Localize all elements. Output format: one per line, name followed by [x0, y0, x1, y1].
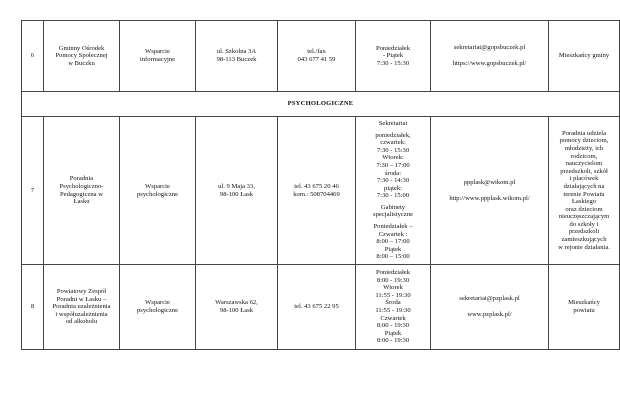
email-link[interactable]: sekretariat@gopsbuczek.pl	[453, 44, 526, 52]
text-line: 8:00 – 15:00	[376, 253, 410, 261]
contact	[431, 21, 549, 92]
institutions-table	[21, 20, 620, 350]
institution-name	[44, 21, 120, 92]
text-line: 8:00 - 19:30	[376, 337, 410, 345]
text-line: psychologiczne	[136, 307, 178, 314]
row-number: 6	[22, 21, 44, 92]
text-line: powiatu	[573, 307, 595, 314]
text-line: 8:00 - 19:30	[376, 276, 410, 284]
phone	[278, 21, 356, 92]
text-line: rodzicom,	[570, 152, 598, 160]
hours-secretariat-label	[358, 120, 428, 128]
text-line: kom.: 508704469	[293, 190, 340, 198]
text-line: nieuczęszczającym	[558, 213, 610, 221]
text-line: Łasku	[73, 198, 90, 206]
text-line: Poradnia	[69, 175, 94, 183]
text-line: ul. Szkolna 3A	[216, 48, 257, 56]
table-row	[22, 117, 620, 265]
text-line: Poniedziałek –	[373, 223, 413, 231]
text-line: terenie Powiatu	[563, 190, 605, 198]
text-line: - Piątek	[382, 52, 404, 60]
text-line: 7:30 - 15:30	[376, 59, 410, 67]
text-line: od alkoholu	[65, 318, 98, 326]
text-line: Wtorek	[383, 284, 403, 292]
recipients	[549, 117, 620, 265]
text-line: Gabinety	[380, 203, 406, 211]
email-link[interactable]: ppplask@wikom.pl	[463, 178, 516, 186]
text-line: młodzieży, ich	[564, 144, 604, 152]
institution-name	[44, 117, 120, 265]
text-line: przedszkoli, szkół	[560, 167, 608, 175]
text-line: Piątek	[384, 329, 402, 337]
text-line: Pomocy Społecznej	[55, 52, 108, 60]
section-title: PSYCHOLOGICZNE	[22, 92, 620, 117]
row-number: 8	[22, 265, 44, 350]
text-line: Wsparcie	[145, 48, 170, 56]
text-line: Sekretariat	[378, 119, 408, 127]
contact	[431, 265, 549, 350]
text-line: Mieszkańcy	[568, 299, 600, 307]
text-line: Poradni w Łasku –	[56, 295, 107, 303]
text-line: Psychologiczno-	[59, 182, 104, 190]
hours-cabinets	[358, 223, 428, 261]
text-line: działających na	[563, 182, 605, 190]
text-line: Mieszkańcy gminy	[558, 52, 610, 60]
support-type	[120, 265, 196, 350]
text-line: Poradnia uzależnienia	[52, 303, 111, 311]
text-line: Powiatowy Zespół	[56, 288, 107, 296]
text-line: poniedziałek,	[375, 131, 411, 139]
text-line: i placówek	[569, 175, 599, 183]
text-line: Wsparcie	[145, 299, 170, 307]
text-line: ul. 9 Maja 33,	[218, 182, 255, 190]
text-line: środa:	[384, 169, 402, 177]
text-line: Łaskiego	[571, 198, 597, 206]
email-link[interactable]: sekretariat@pzplask.pl	[459, 295, 520, 303]
text-line: 8:00 - 19:30	[376, 322, 410, 330]
address	[196, 117, 278, 265]
text-line: tel./fax	[307, 48, 326, 56]
institution-name	[44, 265, 120, 350]
text-line: 98-100 Łask	[219, 307, 254, 314]
text-line: Czwartek	[380, 314, 406, 322]
text-line: pomocy dzieciom,	[559, 137, 609, 145]
website-link[interactable]: http://www.ppplask.wikom.pl/	[449, 194, 530, 202]
text-line: 7:30 - 15:00	[376, 192, 410, 200]
text-line: 11:55 - 19:30	[375, 307, 411, 314]
text-line: nauczycielom	[565, 160, 603, 168]
website-link[interactable]: https://www.gopsbuczek.pl/	[452, 60, 527, 67]
phone	[278, 265, 356, 350]
text-line: i współuzależnienia	[55, 310, 108, 318]
text-line: w Buczku	[68, 59, 95, 67]
text-line: Wsparcie	[145, 182, 170, 190]
text-line: Gminny Ośrodek	[58, 44, 105, 52]
opening-hours	[356, 265, 431, 350]
address	[196, 265, 278, 350]
support-type	[120, 21, 196, 92]
text-line: Poradnia udziela	[561, 129, 607, 137]
text-line: piątek:	[384, 184, 402, 192]
opening-hours	[356, 117, 431, 265]
text-line: czwartek:	[380, 139, 406, 147]
text-line: Pedagogiczna w	[59, 190, 104, 198]
hours-secretariat	[358, 132, 428, 200]
text-line: 7:30 – 17:00	[376, 161, 410, 169]
text-line: 98-100 Łask	[219, 190, 254, 198]
hours-cabinets-label	[358, 204, 428, 219]
text-line: oraz dzieciom	[565, 205, 603, 213]
text-line: 043 677 41 59	[297, 56, 336, 63]
opening-hours	[356, 21, 431, 92]
recipients	[549, 265, 620, 350]
text-line: Poniedziałek	[375, 44, 411, 52]
section-header-row	[22, 92, 620, 117]
text-line: psychologiczne	[136, 190, 178, 198]
text-line: specjalistyczne	[373, 211, 413, 219]
text-line: Wtorek:	[382, 154, 404, 162]
text-line: Poniedziałek	[375, 269, 411, 277]
text-line: Warszawska 62,	[215, 299, 258, 307]
text-line: zamieszkujących	[561, 236, 607, 244]
text-line: przedszkoli	[568, 228, 600, 236]
text-line: 8:00 – 17:00	[376, 238, 410, 246]
contact	[431, 117, 549, 265]
row-number: 7	[22, 117, 44, 265]
text-line: 7:30 - 15:30	[376, 146, 410, 154]
address	[196, 21, 278, 92]
text-line: 7:30 - 14:30	[376, 177, 410, 185]
table-row	[22, 21, 620, 92]
support-type	[120, 117, 196, 265]
text-line: Czwartek :	[378, 230, 408, 238]
text-line: do szkoły i	[569, 220, 599, 228]
text-line: Środa	[385, 299, 401, 307]
table-row	[22, 265, 620, 350]
text-line: w rejonie działania.	[558, 243, 610, 251]
website-link[interactable]: www.pzplask.pl/	[467, 311, 512, 318]
text-line: tel. 43 675 20 46	[294, 182, 339, 190]
text-line: 11:55 - 19:30	[375, 291, 411, 299]
text-line: Piątek	[384, 245, 402, 253]
recipients	[549, 21, 620, 92]
text-line: tel. 43 675 22 95	[294, 303, 339, 311]
text-line: 98-113 Buczek	[216, 56, 257, 63]
phone	[278, 117, 356, 265]
text-line: informacyjne	[139, 56, 176, 63]
